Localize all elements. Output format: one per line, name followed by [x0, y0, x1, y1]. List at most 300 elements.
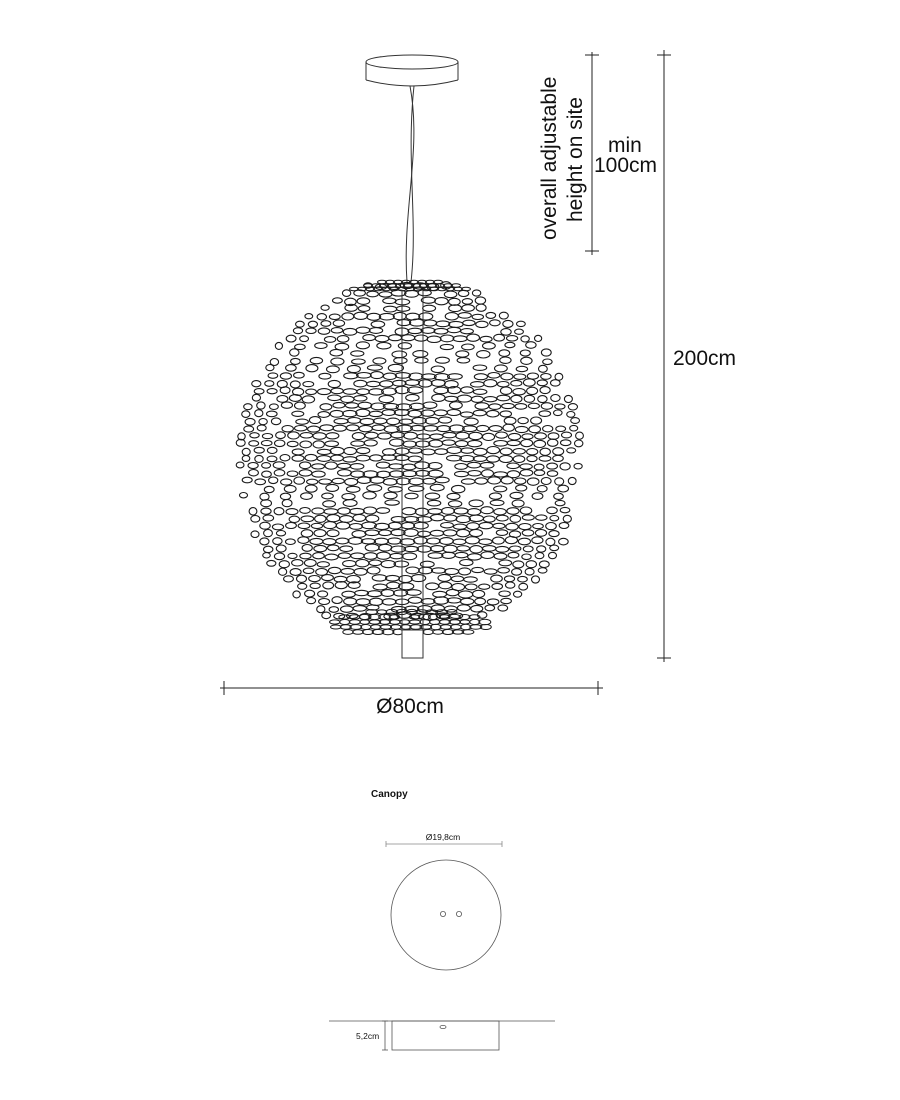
lamp-ring: [395, 373, 410, 379]
lamp-ring: [515, 404, 527, 410]
lamp-ring: [504, 576, 514, 582]
lamp-ring: [324, 509, 338, 515]
lamp-ring: [440, 335, 453, 342]
lamp-ring: [453, 539, 466, 544]
lamp-ring: [553, 455, 564, 461]
lamp-ring: [327, 366, 340, 373]
lamp-ring: [519, 583, 528, 590]
lamp-ring: [276, 432, 286, 439]
lamp-ring: [326, 484, 339, 491]
lamp-ring: [244, 426, 254, 432]
lamp-ring: [292, 449, 304, 455]
lamp-ring: [426, 583, 439, 590]
lamp-ring: [317, 456, 331, 462]
lamp-ring: [378, 433, 392, 439]
lamp-ring: [397, 320, 411, 326]
lamp-ring: [514, 591, 522, 597]
lamp-ring: [513, 561, 524, 568]
lamp-ring: [252, 381, 261, 387]
lamp-ring: [379, 530, 392, 536]
lamp-ring: [343, 328, 357, 335]
lamp-ring: [539, 411, 551, 417]
lamp-ring: [280, 387, 290, 394]
lamp-ring: [494, 472, 508, 477]
lamp-ring: [355, 590, 369, 595]
lamp-ring: [331, 455, 344, 461]
lamp-ring: [318, 591, 328, 597]
lamp-ring: [445, 396, 458, 401]
lamp-ring: [410, 319, 425, 326]
lamp-ring: [303, 382, 314, 387]
lamp-ring: [535, 433, 547, 439]
lamp-ring: [367, 365, 382, 370]
lamp-ring: [559, 523, 569, 529]
lamp-ring: [280, 493, 290, 499]
lamp-ring: [479, 584, 490, 589]
lamp-ring: [487, 410, 499, 417]
lamp-ring: [357, 373, 372, 379]
lamp-ring: [389, 335, 402, 341]
lamp-ring: [254, 389, 264, 394]
lamp-ring: [491, 575, 503, 582]
lamp-ring: [506, 336, 517, 341]
lamp-ring: [428, 509, 442, 514]
lamp-ring: [405, 493, 418, 499]
lamp-ring: [406, 590, 421, 596]
lamp-ring: [471, 605, 483, 612]
lamp-ring: [317, 606, 325, 613]
lamp-ring: [298, 523, 310, 529]
lamp-ring: [456, 516, 470, 523]
lamp-ring: [409, 373, 423, 380]
lamp-ring: [352, 359, 366, 364]
lamp-ring: [429, 440, 443, 447]
lamp-ring: [516, 366, 527, 371]
lamp-ring: [389, 464, 404, 469]
lamp-ring: [534, 464, 544, 470]
lamp-ring: [551, 395, 560, 402]
lamp-ring: [543, 359, 552, 365]
lamp-ring: [260, 538, 269, 545]
lamp-ring: [568, 477, 576, 484]
lamp-ring: [559, 538, 569, 545]
lamp-ring: [549, 531, 559, 537]
lamp-ring: [485, 605, 495, 611]
lamp-ring: [430, 546, 444, 552]
lamp-ring: [567, 412, 575, 418]
lamp-ring: [531, 417, 542, 424]
lamp-ring: [522, 554, 531, 560]
lamp-ring: [508, 552, 519, 558]
lamp-ring: [477, 425, 489, 431]
lamp-ring: [372, 425, 385, 431]
lamp-ring: [471, 396, 483, 402]
lamp-ring: [343, 410, 357, 416]
lamp-ring: [403, 441, 416, 447]
lamp-ring: [537, 486, 547, 492]
lamp-ring: [483, 516, 495, 522]
lamp-ring: [301, 493, 313, 500]
lamp-ring: [261, 500, 272, 507]
lamp-ring: [420, 561, 434, 567]
lamp-ring: [406, 567, 419, 574]
lamp-ring: [522, 515, 534, 520]
lamp-ring: [344, 598, 357, 605]
lamp-ring: [482, 433, 494, 440]
lamp-ring: [475, 478, 488, 484]
lamp-ring: [419, 567, 433, 574]
lamp-ring: [457, 358, 470, 363]
lamp-ring: [540, 387, 550, 394]
lamp-ring: [494, 553, 507, 559]
lamp-ring: [389, 620, 400, 625]
lamp-ring: [275, 440, 285, 447]
lamp-ring: [487, 447, 500, 454]
lamp-ring: [327, 515, 340, 522]
lamp-ring: [523, 546, 533, 552]
adjustable-label-line2: height on site: [564, 97, 587, 222]
lamp-ring: [518, 576, 528, 582]
lamp-ring: [462, 344, 475, 350]
lamp-ring: [459, 591, 473, 598]
lamp-ring: [371, 372, 384, 379]
lamp-ring: [257, 402, 265, 409]
lamp-ring: [257, 425, 266, 431]
lamp-ring: [369, 598, 383, 605]
lamp-ring: [302, 396, 314, 403]
lamp-ring: [303, 568, 314, 573]
lamp-ring: [306, 389, 317, 394]
lamp-ring: [482, 470, 494, 477]
lamp-ring: [455, 552, 468, 557]
lamp-ring: [540, 448, 550, 455]
diameter-label: Ø80cm: [376, 695, 444, 718]
lamp-ring: [463, 320, 475, 325]
lamp-ring: [273, 462, 285, 469]
lamp-ring: [469, 500, 483, 507]
lamp-ring: [405, 380, 419, 386]
lamp-ring: [373, 584, 387, 590]
lamp-ring: [273, 538, 282, 545]
lamp-ring: [548, 439, 558, 446]
lamp-ring: [388, 487, 402, 492]
lamp-ring: [520, 507, 532, 514]
lamp-ring: [295, 402, 306, 409]
lamp-ring: [388, 538, 401, 544]
lamp-ring: [367, 313, 381, 320]
lamp-ring: [502, 403, 515, 408]
lamp-ring: [532, 537, 543, 544]
lamp-ring: [353, 606, 366, 612]
lamp-ring: [324, 522, 337, 529]
lamp-ring: [404, 529, 419, 536]
lamp-ring: [563, 515, 571, 522]
lamp-ring: [574, 463, 582, 469]
lamp-ring: [353, 630, 364, 635]
lamp-ring: [342, 313, 354, 320]
lamp-ring: [461, 479, 475, 484]
lamp-ring: [261, 441, 272, 446]
lamp-ring: [499, 591, 510, 596]
lamp-ring: [541, 374, 551, 380]
lamp-ring: [467, 523, 480, 530]
lamp-ring: [306, 328, 316, 333]
lamp-ring: [262, 471, 272, 477]
lamp-ring: [423, 478, 436, 484]
lamp-ring: [547, 463, 558, 469]
lamp-ring: [319, 599, 330, 605]
lamp-ring: [264, 530, 273, 537]
lamp-ring: [526, 342, 536, 349]
lamp-ring: [262, 463, 271, 469]
lamp-ring: [298, 583, 307, 589]
lamp-ring: [549, 552, 557, 558]
lamp-ring: [264, 486, 274, 492]
lamp-ring: [402, 508, 416, 515]
lamp-ring: [326, 433, 339, 439]
lamp-ring: [564, 395, 572, 402]
lamp-ring: [331, 328, 343, 333]
lamp-ring: [400, 620, 410, 625]
lamp-ring: [305, 485, 317, 492]
lamp-ring: [496, 530, 507, 536]
lamp-ring: [298, 537, 309, 544]
lamp-ring: [313, 441, 324, 448]
lamp-ring: [346, 486, 360, 492]
lamp-ring: [379, 544, 392, 551]
lamp-ring: [560, 507, 570, 512]
lamp-ring: [354, 380, 367, 387]
lamp-ring: [388, 522, 401, 529]
lamp-ring: [501, 329, 511, 336]
lamp-ring: [553, 448, 564, 455]
lamp-ring: [498, 605, 508, 611]
lamp-ring: [517, 321, 526, 326]
lamp-ring: [561, 440, 571, 446]
lamp-ring: [333, 320, 344, 326]
lamp-ring: [539, 456, 551, 461]
lamp-ring: [267, 411, 278, 417]
lamp-ring: [291, 358, 301, 364]
lamp-ring: [505, 342, 515, 347]
lamp-ring: [305, 590, 315, 597]
lamp-ring: [484, 569, 497, 574]
lamp-ring: [483, 343, 496, 350]
lamp-ring: [496, 546, 509, 552]
lamp-ring: [351, 471, 365, 477]
lamp-ring: [472, 290, 480, 296]
lamp-ring: [330, 447, 344, 454]
lamp-ring: [447, 598, 461, 603]
lamp-ring: [286, 539, 296, 545]
lamp-ring: [248, 463, 258, 469]
lamp-ring: [342, 290, 350, 297]
lamp-ring: [293, 591, 300, 598]
lamp-ring: [356, 409, 370, 416]
lamp-ring: [487, 456, 500, 462]
lamp-ring: [328, 545, 339, 551]
lamp-ring: [472, 567, 484, 572]
lamp-ring: [293, 328, 302, 334]
lamp-ring: [468, 471, 481, 476]
lamp-ring: [391, 530, 405, 536]
lamp-ring: [473, 590, 485, 597]
lamp-ring: [242, 477, 252, 483]
lamp-ring: [325, 554, 338, 560]
lamp-ring: [367, 291, 379, 297]
lamp-ring: [430, 484, 444, 491]
lamp-ring: [504, 417, 516, 424]
lamp-ring: [438, 574, 451, 581]
lamp-ring: [354, 312, 368, 319]
lamp-ring: [449, 321, 463, 327]
lamp-ring: [249, 508, 257, 515]
lamp-ring: [459, 568, 471, 575]
lamp-ring: [522, 530, 534, 536]
lamp-ring: [320, 404, 332, 410]
lamp-ring: [510, 492, 523, 498]
lamp-ring: [338, 508, 351, 515]
lamp-ring: [365, 530, 379, 536]
lamp-ring: [448, 501, 461, 507]
lamp-ring: [369, 411, 382, 416]
lamp-ring: [467, 334, 480, 341]
lamp-ring: [431, 366, 444, 373]
lamp-ring: [495, 365, 508, 372]
lamp-ring: [377, 610, 387, 614]
lamp-ring: [323, 582, 334, 589]
lamp-ring: [575, 440, 583, 447]
lamp-ring: [440, 344, 453, 349]
lamp-ring: [343, 561, 356, 567]
lamp-ring: [512, 500, 524, 507]
lamp-ring: [352, 433, 364, 440]
lamp-ring: [494, 441, 508, 447]
lamp-ring: [418, 531, 431, 536]
lamp-ring: [402, 553, 416, 560]
lamp-ring: [465, 537, 479, 544]
lamp-ring: [379, 292, 392, 297]
lamp-ring: [367, 567, 380, 574]
lamp-ring: [385, 500, 399, 505]
lamp-ring: [328, 567, 340, 573]
lamp-ring: [440, 625, 451, 629]
lamp-ring: [254, 447, 264, 453]
lamp-ring: [488, 477, 501, 484]
lamp-ring: [455, 441, 468, 447]
lamp-ring: [351, 441, 365, 446]
lamp-ring: [447, 410, 461, 416]
lamp-ring: [499, 312, 508, 319]
lamp-ring: [365, 432, 378, 438]
lamp-ring: [294, 477, 305, 484]
lamp-ring: [284, 485, 296, 492]
lamp-ring: [347, 365, 360, 372]
lamp-ring: [539, 561, 549, 568]
lamp-ring: [541, 349, 551, 356]
lamp-ring: [287, 441, 298, 446]
lamp-ring: [249, 470, 259, 476]
lamp-ring: [500, 357, 511, 363]
lamp-ring: [255, 410, 263, 417]
lamp-ring: [370, 455, 383, 461]
lamp-ring: [493, 537, 505, 544]
lamp-ring: [501, 598, 512, 603]
lamp-ring: [521, 440, 533, 447]
lamp-ring: [547, 471, 557, 477]
lamp-ring: [562, 432, 572, 438]
lamp-ring: [251, 531, 259, 538]
lamp-ring: [510, 546, 521, 551]
lamp-ring: [393, 312, 406, 319]
lamp-ring: [423, 320, 437, 326]
lamp-ring: [548, 433, 559, 440]
lamp-ring: [465, 584, 477, 590]
lamp-ring: [319, 479, 332, 484]
lamp-ring: [554, 410, 563, 416]
lamp-ring: [554, 493, 564, 499]
lamp-ring: [349, 620, 360, 624]
lamp-ring: [286, 335, 296, 342]
lamp-ring: [525, 568, 534, 575]
lamp-ring: [330, 349, 343, 356]
lamp-ring: [538, 568, 547, 573]
lamp-ring: [356, 599, 370, 605]
lamp-ring: [411, 575, 425, 582]
lamp-ring: [342, 591, 355, 597]
lamp-ring: [435, 298, 448, 305]
lamp-ring: [514, 374, 526, 379]
lamp-ring: [487, 599, 499, 605]
lamp-ring: [436, 321, 450, 327]
lamp-ring: [443, 432, 457, 437]
lamp-ring: [481, 507, 494, 514]
lamp-ring: [332, 478, 344, 483]
lamp-ring: [310, 357, 322, 363]
lamp-ring: [384, 492, 397, 499]
lamp-ring: [352, 531, 366, 538]
lamp-ring: [470, 546, 483, 553]
lamp-ring: [431, 624, 441, 630]
lamp-ring: [367, 591, 382, 597]
lamp-ring: [508, 433, 520, 440]
lamp-ring: [520, 464, 532, 469]
suspension-cable: [406, 86, 414, 282]
canopy-diameter-label: Ø19,8cm: [425, 832, 461, 842]
lamp-ring: [284, 576, 294, 582]
lamp-ring: [305, 314, 313, 319]
lamp-ring: [357, 389, 369, 395]
lamp-ring: [290, 569, 301, 576]
lamp-ring: [307, 479, 318, 484]
lamp-ring: [570, 425, 578, 431]
lamp-ring: [331, 625, 342, 629]
lamp-ring: [336, 538, 349, 544]
lamp-ring: [260, 522, 270, 529]
lamp-ring: [374, 538, 388, 544]
lamp-ring: [515, 478, 526, 484]
lamp-ring: [447, 327, 460, 332]
lamp-ring: [393, 380, 407, 386]
lamp-ring: [428, 553, 443, 559]
lamp-ring: [333, 298, 343, 303]
lamp-ring: [497, 395, 510, 401]
lamp-ring: [309, 576, 321, 582]
lamp-ring: [260, 493, 269, 500]
lamp-ring: [468, 440, 482, 446]
lamp-ring: [442, 440, 455, 445]
lamp-ring: [279, 561, 289, 568]
